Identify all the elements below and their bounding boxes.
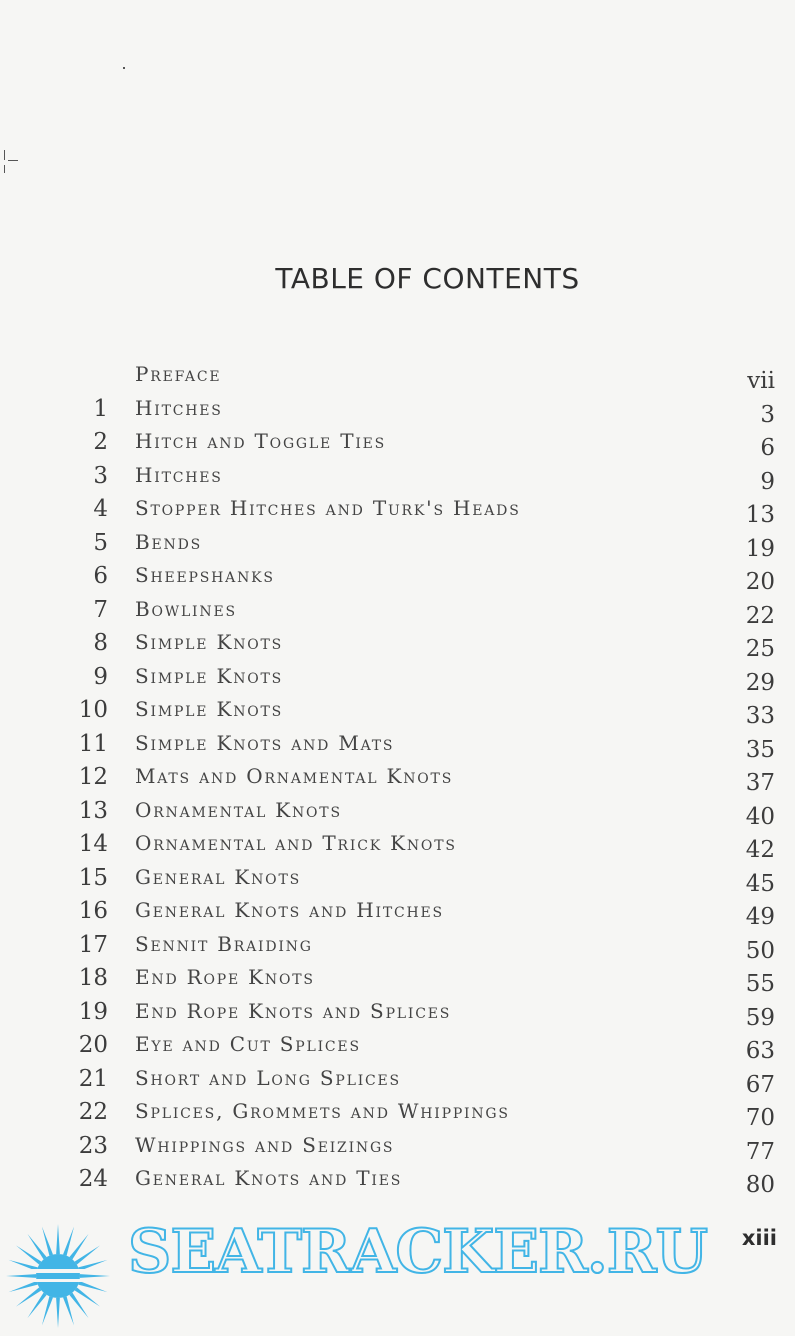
page-number: 20 <box>745 569 775 595</box>
toc-entry <box>0 995 795 1029</box>
page-number: 19 <box>745 535 775 562</box>
toc-entry <box>0 1095 795 1129</box>
toc-entry <box>0 626 795 660</box>
toc-entry <box>0 961 795 995</box>
page-number: 25 <box>745 636 775 662</box>
chapter-title: Eye and Cut Splices <box>135 1032 361 1056</box>
toc-entry <box>0 928 795 962</box>
page-number: 50 <box>745 937 775 964</box>
toc-entry <box>0 1028 795 1062</box>
chapter-title: Hitches <box>135 462 223 487</box>
chapter-number: 22 <box>78 1099 108 1125</box>
toc-entry <box>0 459 795 493</box>
toc-entry <box>0 593 795 627</box>
chapter-number: 5 <box>93 529 108 556</box>
page-number: 45 <box>745 870 775 897</box>
page-number: 33 <box>745 703 775 729</box>
chapter-title: Ornamental Knots <box>135 797 342 822</box>
watermark-text: SEATRACKER.RU <box>128 1217 707 1287</box>
scan-mark <box>4 150 5 160</box>
page-number: 49 <box>745 904 775 930</box>
chapter-title: Simple Knots <box>135 663 284 688</box>
chapter-title: Preface <box>135 362 222 386</box>
chapter-title: Bowlines <box>135 596 237 621</box>
chapter-title: End Rope Knots and Splices <box>135 998 452 1023</box>
chapter-number: 11 <box>78 730 108 757</box>
toc-entry <box>0 794 795 828</box>
page-number: 55 <box>745 971 775 997</box>
page-folio: xiii <box>741 1226 777 1250</box>
chapter-number: 13 <box>78 797 108 824</box>
toc-entry <box>0 358 795 392</box>
chapter-number: 8 <box>93 630 108 656</box>
toc-entry <box>0 1129 795 1163</box>
chapter-number: 3 <box>93 462 108 489</box>
chapter-title: General Knots <box>135 864 301 889</box>
page-number: 9 <box>760 468 775 495</box>
toc-entry <box>0 894 795 928</box>
chapter-number: 1 <box>93 395 108 422</box>
toc-entry <box>0 425 795 459</box>
toc-entry <box>0 727 795 761</box>
chapter-number: 7 <box>93 596 108 623</box>
page-number: 6 <box>760 435 775 461</box>
chapter-title: Simple Knots <box>135 630 284 654</box>
chapter-title: Simple Knots <box>135 697 284 721</box>
chapter-number: 16 <box>78 898 108 924</box>
chapter-number: 9 <box>93 663 108 690</box>
chapter-title: Splices, Grommets and Whippings <box>135 1099 510 1123</box>
chapter-title: Bends <box>135 529 202 554</box>
toc-entry <box>0 1162 795 1196</box>
chapter-title: Ornamental and Trick Knots <box>135 831 457 855</box>
page-number: 77 <box>745 1138 775 1165</box>
toc-entry <box>0 392 795 426</box>
chapter-number: 19 <box>78 998 108 1025</box>
chapter-number: 14 <box>78 831 108 857</box>
chapter-title: Mats and Ornamental Knots <box>135 764 454 788</box>
toc-entry <box>0 660 795 694</box>
page-number: 13 <box>745 502 775 528</box>
page-number: 3 <box>760 401 775 428</box>
toc-list <box>0 358 795 1196</box>
scan-mark <box>4 165 5 173</box>
toc-entry <box>0 827 795 861</box>
chapter-title: General Knots and Ties <box>135 1166 403 1190</box>
toc-entry <box>0 760 795 794</box>
chapter-title: End Rope Knots <box>135 965 315 989</box>
toc-entry <box>0 1062 795 1096</box>
toc-entry <box>0 693 795 727</box>
chapter-number: 23 <box>78 1132 108 1159</box>
toc-entry <box>0 492 795 526</box>
page-number: 22 <box>745 602 775 629</box>
chapter-title: Short and Long Splices <box>135 1065 401 1090</box>
chapter-number: 10 <box>78 697 108 723</box>
page-title: TABLE OF CONTENTS <box>275 262 580 295</box>
chapter-title: Hitches <box>135 395 223 420</box>
chapter-number: 24 <box>78 1166 108 1192</box>
chapter-title: Whippings and Seizings <box>135 1132 395 1157</box>
scan-mark <box>8 160 18 161</box>
page-number: 37 <box>745 770 775 796</box>
chapter-number: 20 <box>78 1032 108 1058</box>
chapter-title: Sheepshanks <box>135 563 275 587</box>
chapter-number: 15 <box>78 864 108 891</box>
chapter-number: 2 <box>93 429 108 455</box>
page-number: 40 <box>745 803 775 830</box>
chapter-number: 18 <box>78 965 108 991</box>
page-number: 35 <box>745 736 775 763</box>
chapter-number: 17 <box>78 931 108 958</box>
toc-entry <box>0 559 795 593</box>
scan-speck <box>123 67 125 69</box>
chapter-number: 4 <box>93 496 108 522</box>
toc-entry <box>0 861 795 895</box>
toc-entry <box>0 526 795 560</box>
chapter-title: Simple Knots and Mats <box>135 730 395 755</box>
page-number: 70 <box>745 1105 775 1131</box>
page-number: 63 <box>745 1038 775 1064</box>
page-number: 67 <box>745 1071 775 1098</box>
page-number: 42 <box>745 837 775 863</box>
chapter-title: Sennit Braiding <box>135 931 313 956</box>
chapter-number: 21 <box>78 1065 108 1092</box>
chapter-title: General Knots and Hitches <box>135 898 444 922</box>
page-number: 80 <box>745 1172 775 1198</box>
chapter-number: 12 <box>78 764 108 790</box>
chapter-title: Hitch and Toggle Ties <box>135 429 387 453</box>
page-number: 29 <box>745 669 775 696</box>
chapter-number: 6 <box>93 563 108 589</box>
chapter-title: Stopper Hitches and Turk's Heads <box>135 496 521 520</box>
page-number: 59 <box>745 1004 775 1031</box>
page-number: vii <box>747 368 775 394</box>
